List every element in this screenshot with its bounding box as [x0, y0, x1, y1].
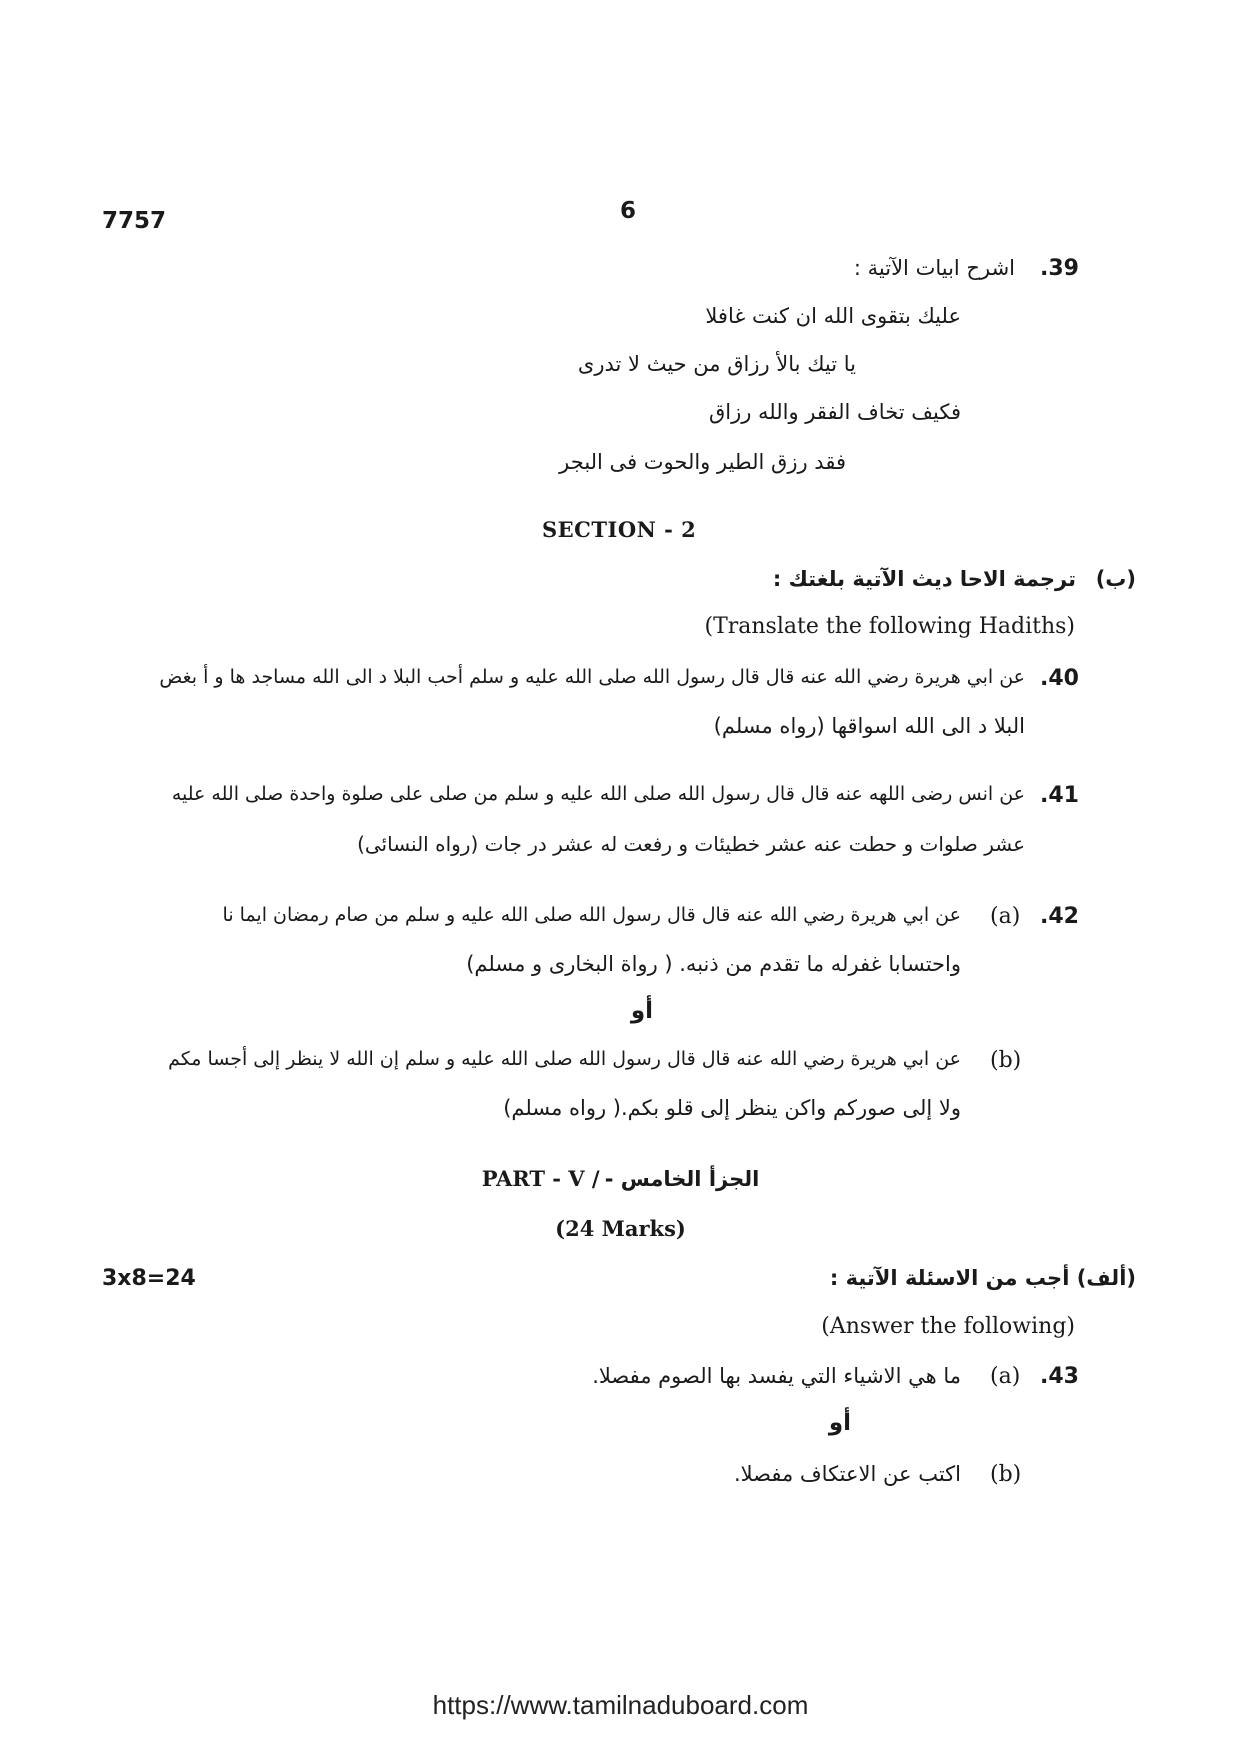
q43-a-label: (a): [990, 1364, 1021, 1389]
q39-verse-2: يا تيك بالأ رزاق من حيث لا تدرى: [577, 352, 856, 376]
q42-b-label: (b): [990, 1048, 1022, 1073]
section-2-label: (ب): [1095, 567, 1136, 591]
part-5-instruction: (ألف) أجب من الاسئلة الآتية :: [829, 1266, 1136, 1290]
question-number-42: .42: [1040, 904, 1079, 929]
page-number: 6: [620, 198, 637, 224]
footer-url[interactable]: https://www.tamilnaduboard.com: [432, 1690, 809, 1720]
part-5-title: [0, 1166, 1241, 1191]
q40-line-1: عن ابي هريرة رضي الله عنه قال قال رسول الله صلى الله عليه و سلم أحب البلا د الى الله مساجد ها و أ بغض: [159, 666, 1025, 688]
q39-prompt: اشرح ابيات الآتية :: [853, 256, 1015, 280]
part-5-title-ar: الجزأ الخامس -: [604, 1167, 760, 1191]
part-5-title-en: PART - V /: [481, 1166, 600, 1191]
q39-verse-4: فقد رزق الطير والحوت فى البجر: [559, 450, 846, 474]
q40-line-2: البلا د الى الله اسواقها (رواه مسلم): [713, 714, 1025, 738]
question-number-43: .43: [1040, 1364, 1079, 1389]
q39-verse-3: فكيف تخاف الفقر والله رزاق: [708, 400, 961, 424]
q42-a-label: (a): [990, 904, 1021, 929]
q42-a-line-1: عن ابي هريرة رضي الله عنه قال قال رسول الله صلى الله عليه و سلم من صام رمضان ايما نا: [222, 904, 961, 926]
q41-line-1: عن انس رضى اللهه عنه قال قال رسول الله صلى الله عليه و سلم من صلى على صلوة واحدة صلى الله عليه: [171, 783, 1025, 805]
q43-or: أو: [828, 1410, 851, 1436]
question-number-41: .41: [1040, 783, 1079, 808]
q42-or: أو: [630, 998, 653, 1024]
q42-b-line-2: ولا إلى صوركم واكن ينظر إلى قلو بكم.( رواه مسلم): [503, 1096, 961, 1120]
marks-formula: 3x8=24: [102, 1266, 196, 1291]
part-5-marks: (24 Marks): [555, 1216, 686, 1241]
section-2-instruction: ترجمة الاحا ديث الآتية بلغتك :: [772, 567, 1076, 591]
q43-a-text: ما هي الاشياء التي يفسد بها الصوم مفصلا.: [592, 1364, 961, 1388]
question-number-39: .39: [1040, 256, 1079, 281]
question-number-40: .40: [1040, 666, 1079, 691]
q39-verse-1: عليك بتقوى الله ان كنت غافلا: [705, 304, 961, 328]
q43-b-text: اكتب عن الاعتكاف مفصلا.: [733, 1462, 961, 1486]
section-2-title: SECTION - 2: [542, 517, 697, 542]
q42-b-line-1: عن ابي هريرة رضي الله عنه قال قال رسول الله صلى الله عليه و سلم إن الله لا ينظر إلى أجسا مكم: [168, 1048, 961, 1070]
q41-line-2: عشر صلوات و حطت عنه عشر خطيئات و رفعت له عشر در جات (رواه النسائى): [357, 832, 1025, 856]
exam-code: 7757: [102, 208, 167, 234]
section-2-instruction-en: (Translate the following Hadiths): [704, 614, 1075, 639]
q43-b-label: (b): [990, 1462, 1022, 1487]
part-5-instruction-en: (Answer the following): [821, 1314, 1075, 1339]
q42-a-line-2: واحتسابا غفرله ما تقدم من ذنبه. ( رواة البخارى و مسلم): [466, 952, 961, 976]
